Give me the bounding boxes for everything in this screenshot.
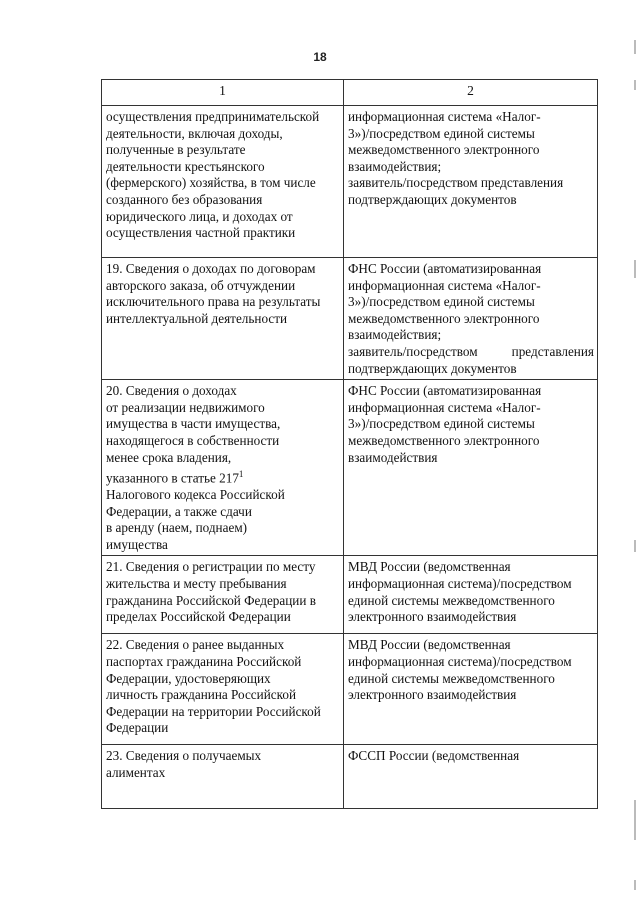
row-19-source <box>344 258 598 380</box>
table-header-row <box>102 80 598 106</box>
scan-mark <box>634 880 636 890</box>
row-continuation-source <box>344 106 598 258</box>
row-22-source <box>344 634 598 745</box>
table-row <box>102 556 598 634</box>
document-table <box>101 79 598 809</box>
column-header-2: 2 <box>344 80 598 106</box>
row-20-description <box>102 380 344 556</box>
scan-edge-marks <box>624 20 636 890</box>
cell-text: ФНС России (автоматизированная информационная система «Налог- 3»)/посредством единой системы межведомственного электронного взаимодействия; <box>348 261 542 343</box>
row-21-source <box>344 556 598 634</box>
row-22-description <box>102 634 344 745</box>
column-header-1: 1 <box>102 80 344 106</box>
superscript: 1 <box>238 469 244 480</box>
cell-text-justified: заявитель/посредством представления <box>348 343 594 359</box>
cell-text: МВД России (ведомственная информационная система)/посредством единой системы межведомственного электронного взаимодействия <box>348 637 572 703</box>
cell-text: ФНС России (автоматизированная информационная система «Налог- 3»)/посредством единой системы межведомственного электронного взаимодействия <box>348 383 542 465</box>
cell-text-part: Налогового кодекса Российской Федерации, а также сдачи в аренду (наем, поднаем) имущества <box>106 487 285 552</box>
table-row <box>102 258 598 380</box>
cell-text: осуществления предпринимательской деятельности, включая доходы, полученные в результате деятельности крестьянского (фермерского) хозяйства, в том числе созданного без образования юридического лица, и доходах от осуществления частной практики <box>106 109 320 241</box>
cell-text: 19. Сведения о доходах по договорам авторского заказа, об отчуждении исключительного права на результаты интеллектуальной деятельности <box>106 261 321 326</box>
scan-mark <box>634 80 636 90</box>
row-continuation-description <box>102 106 344 258</box>
table-row <box>102 745 598 809</box>
cell-text <box>106 383 340 553</box>
scan-mark <box>634 540 636 552</box>
row-23-source <box>344 745 598 809</box>
page-number: 18 <box>313 50 327 64</box>
row-19-description <box>102 258 344 380</box>
cell-text: подтверждающих документов <box>348 360 517 376</box>
row-23-description <box>102 745 344 809</box>
row-21-description <box>102 556 344 634</box>
table-row <box>102 380 598 556</box>
table-row <box>102 106 598 258</box>
scan-mark <box>634 800 636 840</box>
cell-text-part: 20. Сведения о доходах от реализации недвижимого имущества в части имущества, находящегося в собственности менее срока владения, указанного в статье 217 <box>106 383 281 486</box>
cell-text: информационная система «Налог- 3»)/посредством единой системы межведомственного электронного взаимодействия; заявитель/посредством представления подтверждающих документов <box>348 109 564 207</box>
cell-text: ФССП России (ведомственная <box>348 748 520 764</box>
table-row <box>102 634 598 745</box>
row-20-source <box>344 380 598 556</box>
cell-text: МВД России (ведомственная информационная система)/посредством единой системы межведомственного электронного взаимодействия <box>348 559 572 625</box>
scan-mark <box>634 260 636 278</box>
cell-text: 22. Сведения о ранее выданных паспортах гражданина Российской Федерации, удостоверяющих личность гражданина Российской Федерации на территории Российской Федерации <box>106 637 321 736</box>
cell-text: 23. Сведения о получаемых алиментах <box>106 748 262 781</box>
cell-text: 21. Сведения о регистрации по месту жительства и месту пребывания гражданина Российской Федерации в пределах Российской Федерации <box>106 559 316 625</box>
scan-mark <box>634 40 636 54</box>
